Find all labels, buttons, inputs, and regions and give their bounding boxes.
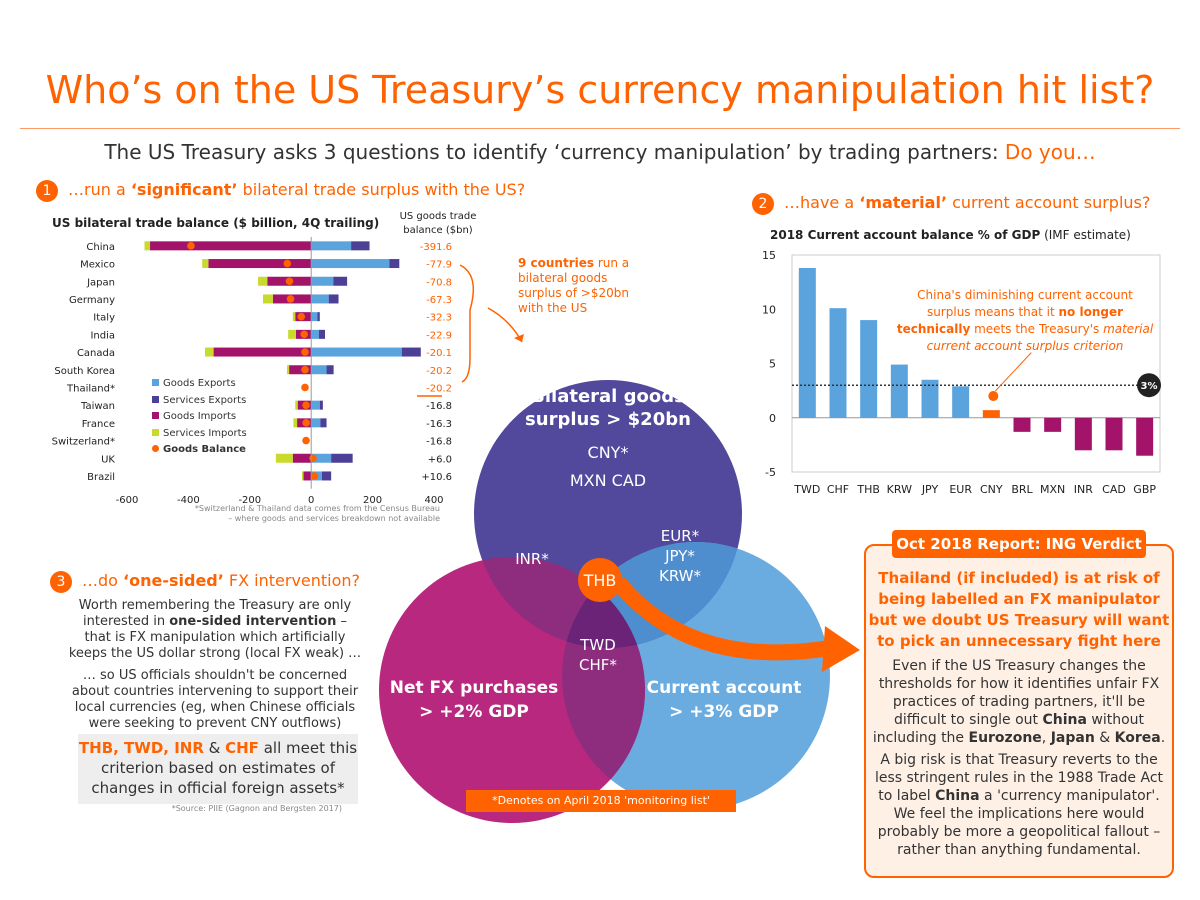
legend-goods-exports-label: Goods Exports [163, 378, 236, 389]
question-3-number: 3 [50, 571, 72, 593]
trade-bar-services-exports [327, 365, 334, 374]
goods-balance-dot [301, 384, 309, 392]
annotation-rest: run a [594, 256, 630, 270]
trade-category-label: Switzerland* [51, 436, 115, 448]
verdict-p8c: a 'currency manipulator'. [979, 788, 1160, 804]
question-3-text [82, 571, 360, 590]
venn-top-title-2: surplus > $20bn [525, 409, 691, 430]
ca-x-tick-label: JPY [921, 483, 939, 496]
question-2-text [784, 193, 1150, 212]
trade-bar-goods-imports [208, 259, 311, 268]
ca-bar-eur [952, 386, 969, 417]
verdict-p4a: difficult to single out [893, 712, 1043, 728]
legend-services-exports [152, 393, 260, 410]
ca-bar-inr [1075, 418, 1092, 451]
verdict-p5e: & [1094, 730, 1115, 746]
trade-bar-goods-exports [311, 259, 389, 268]
goods-balance-value: -20.2 [426, 365, 452, 377]
q1-pre: …run a [68, 180, 131, 199]
verdict-headline [868, 568, 1170, 652]
ca-bar-mxn [1044, 418, 1061, 432]
annotation-bold: 9 countries [518, 256, 595, 270]
china-annotation-line-2b: no longer [1058, 305, 1124, 319]
goods-balance-value: -16.8 [426, 401, 452, 413]
q3-line-5: … so US officials shouldn't be concerned [82, 668, 348, 683]
trade-bar-goods-exports [311, 330, 319, 339]
trade-bar-services-exports [322, 471, 331, 480]
annotation-line-3: surplus of >$20bn [518, 286, 629, 300]
q3-line-1: Worth remembering the Treasury are only [78, 598, 352, 613]
verdict-p8a: to label [878, 788, 936, 804]
goods-balance-dot [187, 242, 195, 250]
trade-x-tick-label: 200 [363, 494, 383, 506]
verdict-p5b: Eurozone [968, 730, 1042, 746]
verdict-p4b: China [1042, 712, 1087, 728]
trade-bar-services-imports [263, 294, 273, 303]
trade-category-label: Mexico [80, 259, 115, 271]
ca-x-tick-label: THB [857, 483, 880, 496]
q3-line-8: were seeking to prevent CNY outflows) [88, 716, 342, 731]
question-1-text [68, 180, 525, 199]
q3-explanation [60, 598, 370, 732]
trade-bar-goods-exports [311, 365, 326, 374]
venn-inr-label: INR* [515, 550, 549, 568]
trade-category-label: France [81, 418, 115, 430]
goods-balance-dot [311, 472, 319, 480]
trade-bar-services-imports [205, 348, 214, 357]
goods-balance-dot [283, 260, 291, 268]
verdict-p1: Even if the US Treasury changes the [892, 658, 1146, 674]
ca-bar-gbp [1136, 418, 1153, 456]
page-title: Who’s on the US Treasury’s currency manipulation hit list? [45, 68, 1155, 112]
trade-bar-goods-exports [311, 294, 328, 303]
goods-balance-value: -67.3 [426, 294, 452, 306]
trade-bar-services-exports [319, 330, 325, 339]
q3-box-b: & [203, 739, 226, 757]
trade-category-label: Germany [69, 294, 115, 306]
title-divider [20, 128, 1180, 129]
verdict-p6: A big risk is that Treasury reverts to the [880, 752, 1158, 768]
goods-balance-value: -16.8 [426, 436, 452, 448]
trade-chart-legend [152, 376, 260, 460]
ca-x-tick-label: CAD [1102, 483, 1126, 496]
trade-bar-services-imports [293, 418, 297, 427]
venn-center-label: THB [583, 571, 617, 590]
question-1-number: 1 [36, 180, 58, 202]
trade-bar-goods-exports [311, 241, 351, 250]
subtitle-accent: Do you… [1004, 140, 1096, 164]
trade-bar-services-imports [295, 401, 297, 410]
china-annotation-line-3 [880, 321, 1170, 338]
annotation-line-2: bilateral goods [518, 271, 608, 285]
ca-y-tick-label: 10 [762, 303, 776, 317]
trade-category-label: South Korea [54, 365, 115, 377]
q3-line-2 [60, 614, 370, 630]
ca-bar-brl [1014, 418, 1031, 432]
china-annotation-line-4 [880, 338, 1170, 355]
trade-category-label: Italy [93, 312, 115, 324]
goods-balance-value: -391.6 [419, 241, 452, 253]
trade-bar-services-imports [288, 330, 296, 339]
trade-bar-goods-imports [293, 454, 311, 463]
q3-bold: ‘one-sided’ [123, 571, 224, 590]
verdict-p10: probably be more a geopolitical fallout – [877, 824, 1161, 840]
q3-box-d: all meet this [258, 739, 358, 757]
ca-x-tick-label: BRL [1011, 483, 1033, 496]
ca-bar-krw [891, 365, 908, 418]
q3-line-7: local currencies (eg, when Chinese officials [74, 700, 356, 715]
q3-highlight-box [78, 734, 358, 804]
q3-box-a: THB, TWD, INR [78, 739, 204, 757]
trade-bar-services-imports [287, 365, 289, 374]
annotation-line-4: with the US [518, 301, 588, 315]
verdict-p8b: China [935, 788, 980, 804]
ca-x-tick-label: CNY [980, 483, 1003, 496]
verdict-title: Oct 2018 Report: ING Verdict [892, 530, 1146, 558]
china-annotation-line-3b: meets the Treasury's [970, 322, 1104, 336]
q3-box-line-2: criterion based on estimates of [100, 759, 336, 777]
trade-x-tick-label: -200 [238, 494, 262, 506]
trade-chart-title: US bilateral trade balance ($ billion, 4Q trailing) [52, 216, 380, 230]
verdict-body [868, 657, 1170, 859]
goods-balance-value: -70.8 [426, 277, 452, 289]
venn-top-title-1: Bilateral goods [531, 386, 685, 407]
goods-balance-dot [301, 348, 309, 356]
ca-y-tick-label: -5 [765, 466, 776, 479]
verdict-p11: rather than anything fundamental. [897, 842, 1141, 858]
trade-bar-services-exports [320, 418, 326, 427]
q3-line-2b: one-sided intervention [169, 614, 337, 629]
verdict-p3: practices of trading partners, it'll be [892, 694, 1146, 710]
trade-bar-goods-exports [311, 418, 320, 427]
ca-x-tick-label: EUR [949, 483, 972, 496]
q3-line-2c: – [336, 614, 347, 629]
china-annotation-line-1: China's diminishing current account [917, 288, 1133, 302]
q3-source: *Source: PIIE (Gagnon and Bergsten 2017) [171, 804, 342, 813]
trade-x-tick-label: 400 [424, 494, 444, 506]
venn-top-items-2: MXN CAD [569, 471, 647, 490]
trade-bar-services-exports [331, 454, 352, 463]
trade-bar-services-imports [202, 259, 208, 268]
trade-bar-goods-exports [311, 277, 333, 286]
trade-chart-note-1: *Switzerland & Thailand data comes from the Census Bureau [194, 504, 440, 513]
cny-marker [988, 391, 998, 401]
trade-category-label: UK [101, 454, 115, 466]
page-subtitle [0, 140, 1200, 164]
q3-box-line-1 [78, 738, 358, 758]
goods-balance-header-line1: US goods trade [399, 211, 477, 222]
trade-bar-services-imports [293, 312, 295, 321]
trade-bar-services-exports [320, 401, 323, 410]
ca-x-tick-label: TWD [794, 483, 821, 496]
china-annotation [880, 287, 1170, 355]
q3-post: FX intervention? [223, 571, 361, 590]
venn-twd-label: TWD [580, 636, 616, 654]
trade-category-label: Taiwan [80, 401, 115, 413]
trade-bar-services-exports [333, 277, 347, 286]
trade-category-label: Japan [87, 277, 115, 289]
q3-line-6: about countries intervening to support their [71, 684, 359, 699]
venn-right-title-2: > +3% GDP [669, 702, 779, 722]
q1-bold: ‘significant’ [130, 180, 238, 199]
subtitle-text: The US Treasury asks 3 questions to identify ‘currency manipulation’ by trading partners: [104, 140, 1005, 164]
ca-x-tick-label: MXN [1040, 483, 1066, 496]
ca-y-tick-label: 5 [769, 357, 776, 371]
venn-eur-label: EUR* [660, 527, 700, 545]
venn-diagram [360, 330, 860, 830]
ca-bar-cny [983, 410, 1000, 418]
legend-services-exports-label: Services Exports [163, 394, 247, 406]
goods-balance-dot [297, 313, 305, 321]
verdict-arrow-head [822, 626, 860, 672]
goods-balance-dot [302, 419, 310, 427]
goods-balance-dot [300, 331, 308, 339]
q3-line-3: that is FX manipulation which artificially [84, 630, 346, 645]
verdict-p4 [868, 711, 1170, 729]
goods-balance-value: +6.0 [427, 454, 452, 466]
ca-y-tick-label: 15 [762, 249, 776, 262]
trade-bar-services-exports [329, 294, 339, 303]
trade-x-tick-label: 0 [308, 494, 315, 506]
legend-goods-balance [152, 442, 260, 459]
trade-bar-services-imports [258, 277, 267, 286]
verdict-h2: being labelled an FX manipulator [878, 590, 1160, 608]
q3-line-4: keeps the US dollar strong (local FX weak) … [68, 646, 362, 661]
verdict-h3: but we doubt US Treasury will want [868, 611, 1170, 629]
ca-x-tick-label: INR [1073, 483, 1093, 496]
verdict-p5a: including the [872, 730, 969, 746]
ca-x-tick-label: GBP [1133, 483, 1157, 496]
china-annotation-line-3a: technically [896, 322, 971, 336]
verdict-p7: less stringent rules in the 1988 Trade Act [874, 770, 1164, 786]
trade-bar-goods-imports [150, 241, 311, 250]
goods-balance-dot [302, 401, 310, 409]
venn-right-title-1: Current account [646, 678, 802, 698]
legend-goods-imports [152, 409, 260, 426]
trade-bar-goods-imports [304, 471, 312, 480]
q1-post: bilateral trade surplus with the US? [237, 180, 526, 199]
legend-goods-balance-label: Goods Balance [163, 444, 246, 455]
trade-bar-services-imports [144, 241, 150, 250]
ca-threshold-label: 3% [1140, 381, 1158, 393]
trade-chart-note-2: – where goods and services breakdown not available [228, 514, 440, 523]
goods-balance-value: -77.9 [426, 259, 452, 271]
goods-balance-dot [287, 295, 295, 303]
q3-line-2a: interested in [83, 614, 170, 629]
ca-chart-title [770, 228, 1131, 242]
verdict-p8 [868, 787, 1170, 805]
q2-pre: …have a [784, 193, 860, 212]
goods-balance-header-line2: balance ($bn) [403, 225, 473, 236]
verdict-p2: thresholds for how it identifies unfair FX [878, 676, 1160, 692]
trade-bar-services-exports [351, 241, 369, 250]
china-annotation-line-2 [880, 304, 1170, 321]
ca-x-tick-label: CHF [826, 483, 850, 496]
venn-jpy-label: JPY* [665, 547, 695, 565]
verdict-p4c: without [1086, 712, 1145, 728]
ca-y-tick-label: 0 [769, 411, 776, 425]
q3-box-line-3: changes in official foreign assets* [91, 779, 345, 797]
legend-goods-exports [152, 376, 260, 393]
china-annotation-line-4-text: current account surplus criterion [926, 339, 1124, 353]
venn-chf-label: CHF* [579, 656, 617, 674]
trade-x-tick-label: -600 [115, 494, 139, 506]
trade-category-label: China [86, 241, 115, 253]
trade-bar-services-exports [317, 312, 319, 321]
goods-balance-value: -16.3 [426, 418, 452, 430]
goods-balance-value: -20.2 [426, 383, 452, 395]
legend-goods-imports-label: Goods Imports [163, 411, 237, 422]
verdict-p5c: , [1041, 730, 1051, 746]
goods-balance-dot [286, 277, 294, 285]
goods-balance-dot [309, 454, 317, 462]
venn-left-title-1: Net FX purchases [389, 678, 559, 698]
trade-bar-goods-exports [311, 312, 317, 321]
ca-title-bold: 2018 Current account balance % of GDP [770, 228, 1041, 242]
goods-balance-value: -32.3 [426, 312, 452, 324]
q3-box-c: CHF [225, 739, 259, 757]
verdict-h1: Thailand (if included) is at risk of [878, 569, 1160, 587]
q2-bold: ‘material’ [859, 193, 948, 212]
venn-left-title-2: > +2% GDP [419, 702, 529, 722]
trade-category-label: Canada [76, 348, 115, 360]
trade-category-label: Brazil [87, 471, 115, 483]
verdict-p5d: Japan [1050, 730, 1095, 746]
china-annotation-line-3c: material [1103, 322, 1154, 336]
ca-x-tick-label: KRW [886, 483, 912, 496]
legend-services-imports-label: Services Imports [163, 427, 247, 439]
goods-balance-dot [301, 366, 309, 374]
question-2-number: 2 [752, 193, 774, 215]
verdict-p9: We feel the implications here would [893, 806, 1145, 822]
ca-bar-thb [860, 320, 877, 418]
verdict-p5f: Korea [1114, 730, 1161, 746]
goods-balance-value: +10.6 [421, 471, 452, 483]
trade-category-label: Thailand* [67, 383, 115, 395]
verdict-p5 [868, 729, 1170, 747]
q2-post: current account surplus? [947, 193, 1151, 212]
ca-bar-cad [1106, 418, 1123, 451]
trade-x-tick-label: -400 [177, 494, 200, 506]
trade-bar-services-imports [276, 454, 293, 463]
trade-bar-goods-exports [311, 401, 320, 410]
q3-pre: …do [82, 571, 124, 590]
goods-balance-dot [302, 437, 310, 445]
trade-bar-services-imports [302, 471, 304, 480]
trade-bar-services-exports [389, 259, 399, 268]
trade-bar-goods-imports [214, 348, 312, 357]
goods-balance-value: -20.1 [426, 348, 452, 360]
venn-footnote: *Denotes on April 2018 'monitoring list' [466, 790, 736, 812]
trade-category-label: India [90, 330, 115, 342]
venn-krw-label: KRW* [659, 567, 701, 585]
verdict-h4: to pick an unnecessary fight here [877, 632, 1161, 650]
legend-services-imports [152, 426, 260, 443]
venn-top-items-1: CNY* [587, 443, 629, 462]
verdict-p5g: . [1160, 730, 1166, 746]
ca-title-suffix: (IMF estimate) [1040, 228, 1131, 242]
goods-balance-value: -22.9 [426, 330, 452, 342]
china-annotation-line-2a: surplus means that it [926, 305, 1059, 319]
